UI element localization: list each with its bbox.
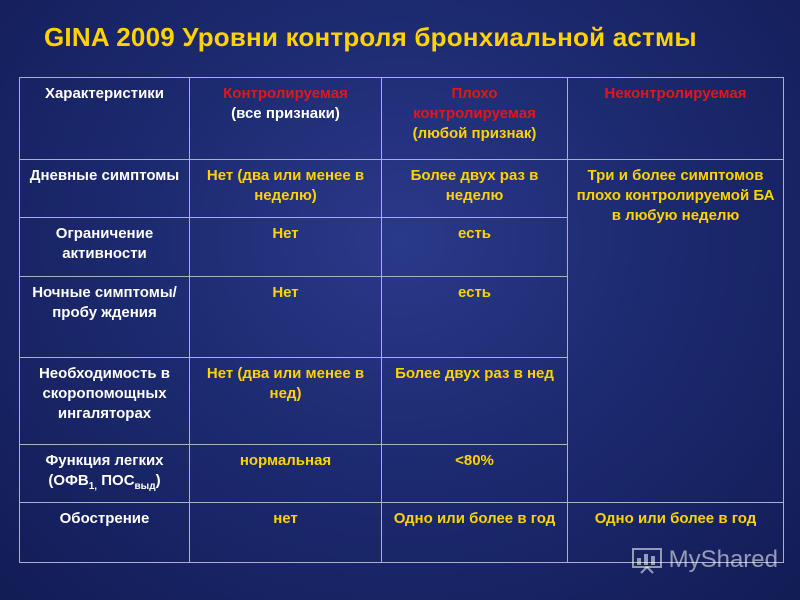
table-row (20, 160, 784, 218)
header-controlled (190, 78, 382, 160)
row-label: Ограничение активности (20, 218, 190, 277)
row-label-sub1: 1, (88, 481, 98, 492)
row-label-main: Функция легких (45, 452, 164, 469)
cell-controlled: нет (190, 503, 382, 563)
cell-partly: <80% (382, 445, 568, 503)
header-controlled-title: Контролируемая (223, 85, 348, 102)
header-partly-sub: (любой признак) (412, 125, 537, 142)
row-label: Дневные симптомы (20, 160, 190, 218)
asthma-control-table (19, 77, 784, 563)
cell-uncontrolled: Одно или более в год (568, 503, 784, 563)
table-header-row (20, 78, 784, 160)
cell-partly: Более двух раз в неделю (382, 160, 568, 218)
cell-controlled: Нет (два или менее в нед) (190, 358, 382, 445)
cell-controlled: Нет (два или менее в неделю) (190, 160, 382, 218)
presentation-icon (631, 546, 663, 574)
row-label-open: (ОФВ (48, 472, 89, 489)
page-title: GINA 2009 Уровни контроля бронхиальной астмы (44, 22, 697, 52)
row-label: Ночные симптомы/пробу ждения (20, 277, 190, 358)
row-label-lung-function (20, 445, 190, 503)
header-partly-title: Плохо контролируемая (413, 85, 536, 122)
header-characteristics: Характеристики (20, 78, 190, 160)
row-label-close: ) (155, 472, 161, 489)
row-label: Обострение (20, 503, 190, 563)
header-uncontrolled: Неконтролируемая (568, 78, 784, 160)
row-label: Необходимость в скоропомощных ингаляторах (20, 358, 190, 445)
watermark-text: MyShared (668, 546, 778, 573)
cell-controlled: Нет (190, 218, 382, 277)
cell-controlled: нормальная (190, 445, 382, 503)
row-label-sub2: выд (134, 481, 156, 492)
cell-partly: Более двух раз в нед (382, 358, 568, 445)
cell-partly: есть (382, 218, 568, 277)
cell-uncontrolled-merged: Три и более симптомов плохо контролируемой БА в любую неделю (568, 160, 784, 503)
cell-partly: есть (382, 277, 568, 358)
header-partly-controlled (382, 78, 568, 160)
row-label-mid: ПОС (97, 472, 135, 489)
watermark (631, 546, 778, 574)
header-controlled-sub: (все признаки) (231, 105, 340, 122)
cell-controlled: Нет (190, 277, 382, 358)
cell-partly: Одно или более в год (382, 503, 568, 563)
